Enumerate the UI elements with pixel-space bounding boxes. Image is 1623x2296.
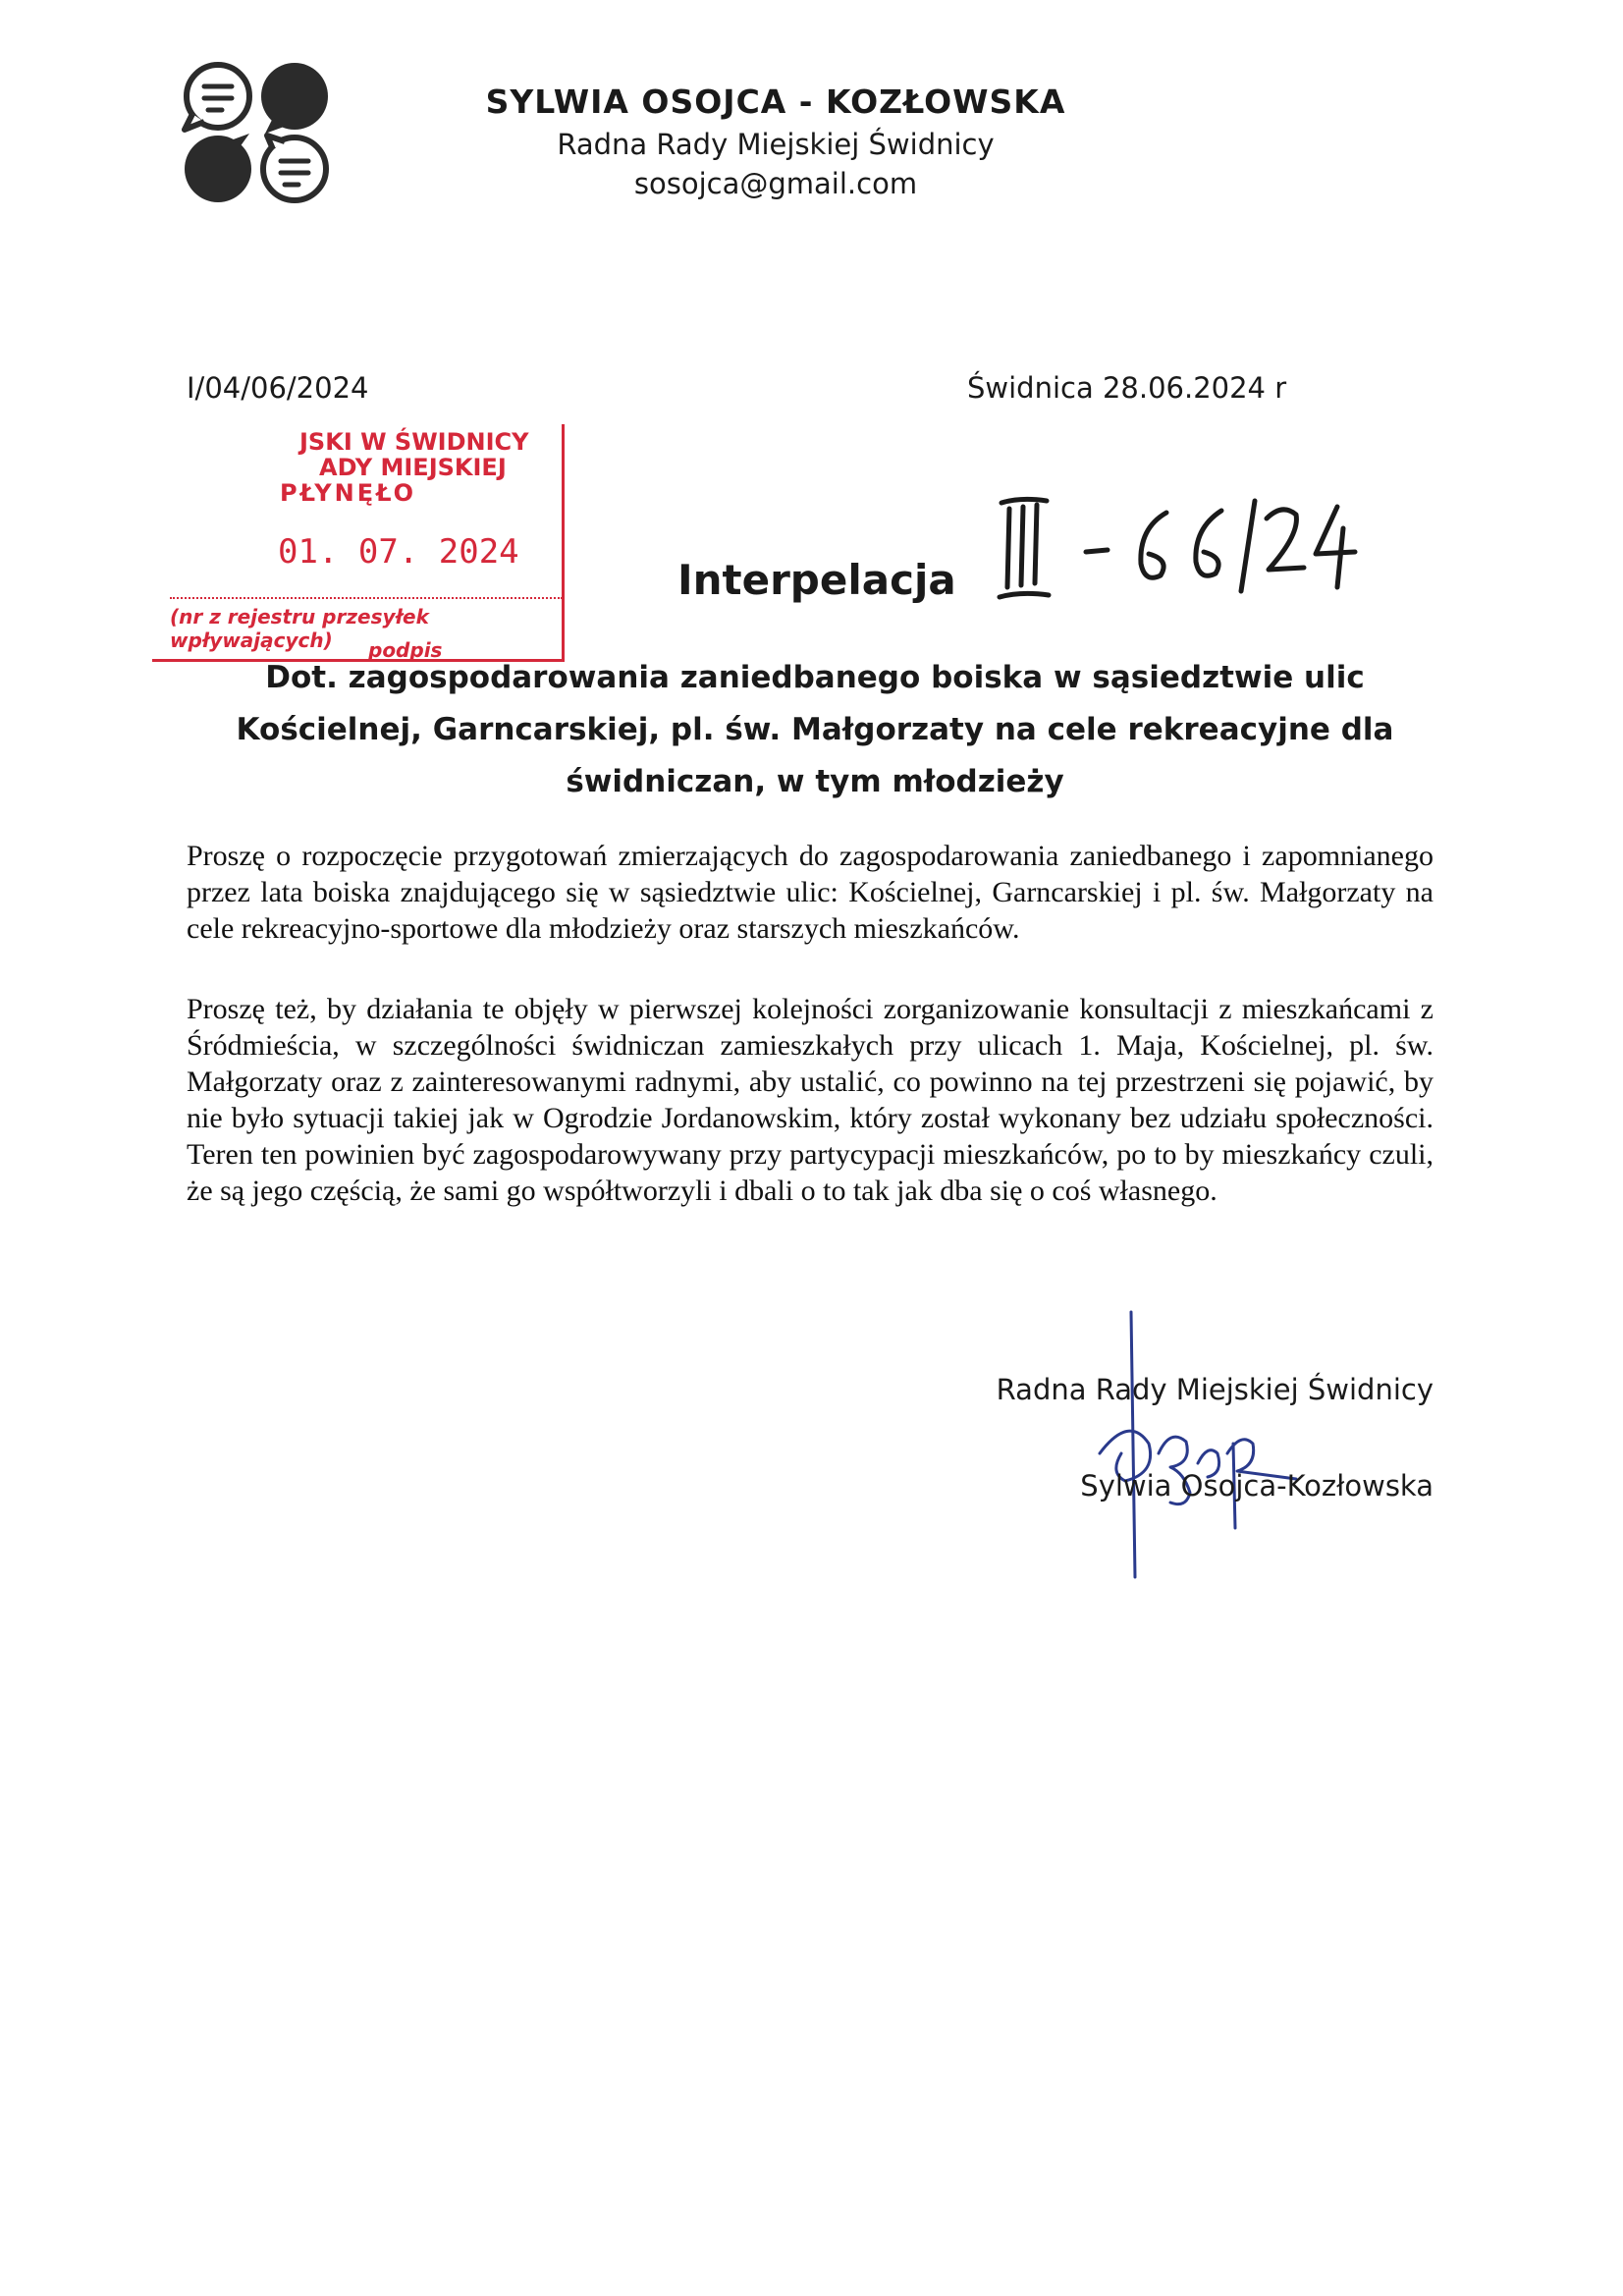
document-title: Interpelacja (677, 556, 956, 604)
handwritten-case-number (992, 489, 1365, 607)
filled-chat-bubble-icon (261, 63, 328, 134)
stamp-line-2: ADY MIEJSKIEJ (319, 454, 507, 481)
handwritten-signature (1060, 1306, 1355, 1581)
place-and-date: Świdnica 28.06.2024 r (967, 371, 1287, 405)
body-paragraph: Proszę też, by działania te objęły w pierwszej kolejności zorganizowanie konsultacji z mieszkańcami z Śródmieścia, w szczególności świdniczan zamieszkałych przy ulicach 1. Maja, Kościelnej, pl. św. Małgorzaty oraz z zainteresowanymi radnymi, aby ustalić, co powinno na tej przestrzeni się pojawić, by nie było sytuacji takiej jak w Ogrodzie Jordanowskim, który został wykonany bez udziału społeczności. Teren ten powinien być zagospodarowywany przy partycypacji mieszkańców, po to by mieszkańcy czuli, że są jego częścią, że sami go współtworzyli i dbali o to tak jak dba się o coś własnego. (187, 993, 1434, 1207)
stamp-signature-label: podpis (368, 638, 443, 662)
logo-speech-bubbles-icon (179, 59, 336, 206)
stamp-register-label: (nr z rejestru przesyłek wpływających) (170, 605, 429, 652)
stamp-line-1: JSKI W ŚWIDNICY (299, 428, 529, 456)
signature-name: Sylwia Osojca-Kozłowska (1080, 1469, 1434, 1503)
author-email: sosojca@gmail.com (633, 167, 918, 200)
author-name: SYLWIA OSOJCA - KOZŁOWSKA (485, 82, 1066, 121)
stamp-dotted-line (170, 597, 563, 599)
outlined-chat-bubble-icon (185, 65, 249, 130)
stamp-date: 01. 07. 2024 (278, 532, 519, 572)
stamp-line-3: PŁYNĘŁO (280, 479, 417, 507)
signature-role: Radna Rady Miejskiej Świdnicy (996, 1373, 1434, 1406)
reference-number: I/04/06/2024 (187, 371, 369, 405)
registry-stamp (152, 424, 584, 662)
subject-line: Dot. zagospodarowania zaniedbanego boiska w sąsiedztwie ulic Kościelnej, Garncarskiej, pl. św. Małgorzaty na cele rekreacyjne dla świdniczan, w tym młodzieży (236, 660, 1394, 799)
body-paragraph: Proszę o rozpoczęcie przygotowań zmierzających do zagospodarowania zaniedbanego i zapomnianego przez lata boiska znajdującego się w sąsiedztwie ulic: Kościelnej, Garncarskiej i pl. św. Małgorzaty na cele rekreacyjno-sportowe dla młodzieży oraz starszych mieszkańców. (187, 840, 1434, 945)
outlined-chat-bubble-icon (263, 136, 326, 200)
author-role: Radna Rady Miejskiej Świdnicy (557, 128, 995, 161)
filled-chat-bubble-icon (185, 134, 251, 202)
